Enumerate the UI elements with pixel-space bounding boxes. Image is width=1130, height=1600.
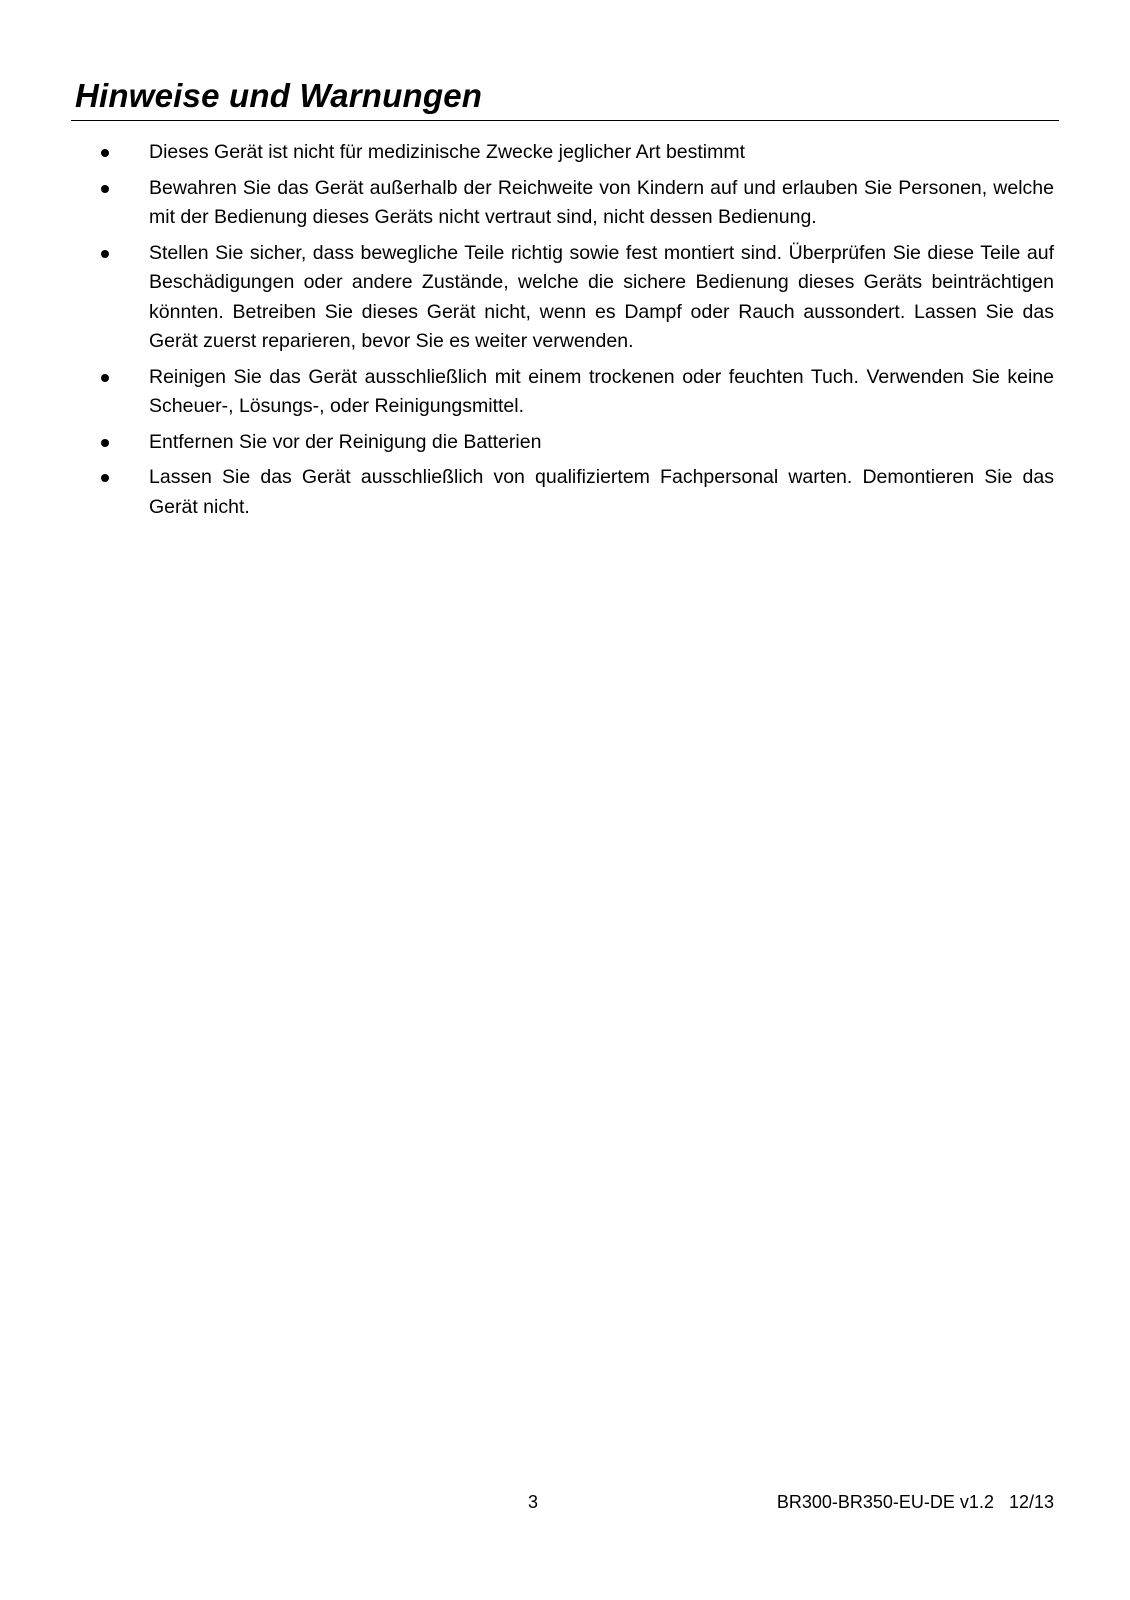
list-item (0, 428, 1130, 458)
page-title: Hinweise und Warnungen (75, 77, 483, 114)
list-item-text: Entfernen Sie vor der Reinigung die Batterien (149, 430, 542, 453)
bullet-icon (101, 474, 109, 482)
bullet-icon (101, 374, 109, 382)
list-item (0, 463, 1130, 522)
list-item-text: Lassen Sie das Gerät ausschließlich von qualifiziertem Fachpersonal warten. Demontieren Sie das Gerät nicht. (149, 466, 1054, 518)
list-item-text: Bewahren Sie das Gerät außerhalb der Reichweite von Kindern auf und erlauben Sie Personen, welche mit der Bedienung dieses Geräts nicht vertraut sind, nicht dessen Bedienung. (149, 176, 1054, 228)
warnings-list (0, 138, 1130, 528)
document-version-label: BR300-BR350-EU-DE v1.2 12/13 (776, 1492, 1054, 1512)
list-item-text: Dieses Gerät ist nicht für medizinische Zwecke jeglicher Art bestimmt (149, 141, 746, 163)
list-item-text: Reinigen Sie das Gerät ausschließlich mit einem trockenen oder feuchten Tuch. Verwenden Sie keine Scheuer-, Lösungs-, oder Reinigungsmittel. (149, 365, 1054, 417)
list-item (0, 174, 1130, 233)
list-item (0, 363, 1130, 422)
list-item (0, 239, 1130, 357)
bullet-icon (101, 439, 109, 447)
bullet-icon (101, 250, 109, 258)
bullet-icon (101, 185, 109, 193)
list-item (0, 138, 1130, 168)
bullet-icon (101, 149, 109, 157)
list-item-text: Stellen Sie sicher, dass bewegliche Teile richtig sowie fest montiert sind. Überprüfen Sie diese Teile auf Beschädigungen oder andere Zustände, welche die sichere Bedienung dieses Geräts beinträchtigen könnten. Betreiben Sie dieses Gerät nicht, wenn es Dampf oder Rauch aussondert. Lassen Sie das Gerät zuerst reparieren, bevor Sie es weiter verwenden. (149, 241, 1054, 352)
page-number: 3 (528, 1492, 539, 1512)
title-divider (71, 120, 1059, 121)
